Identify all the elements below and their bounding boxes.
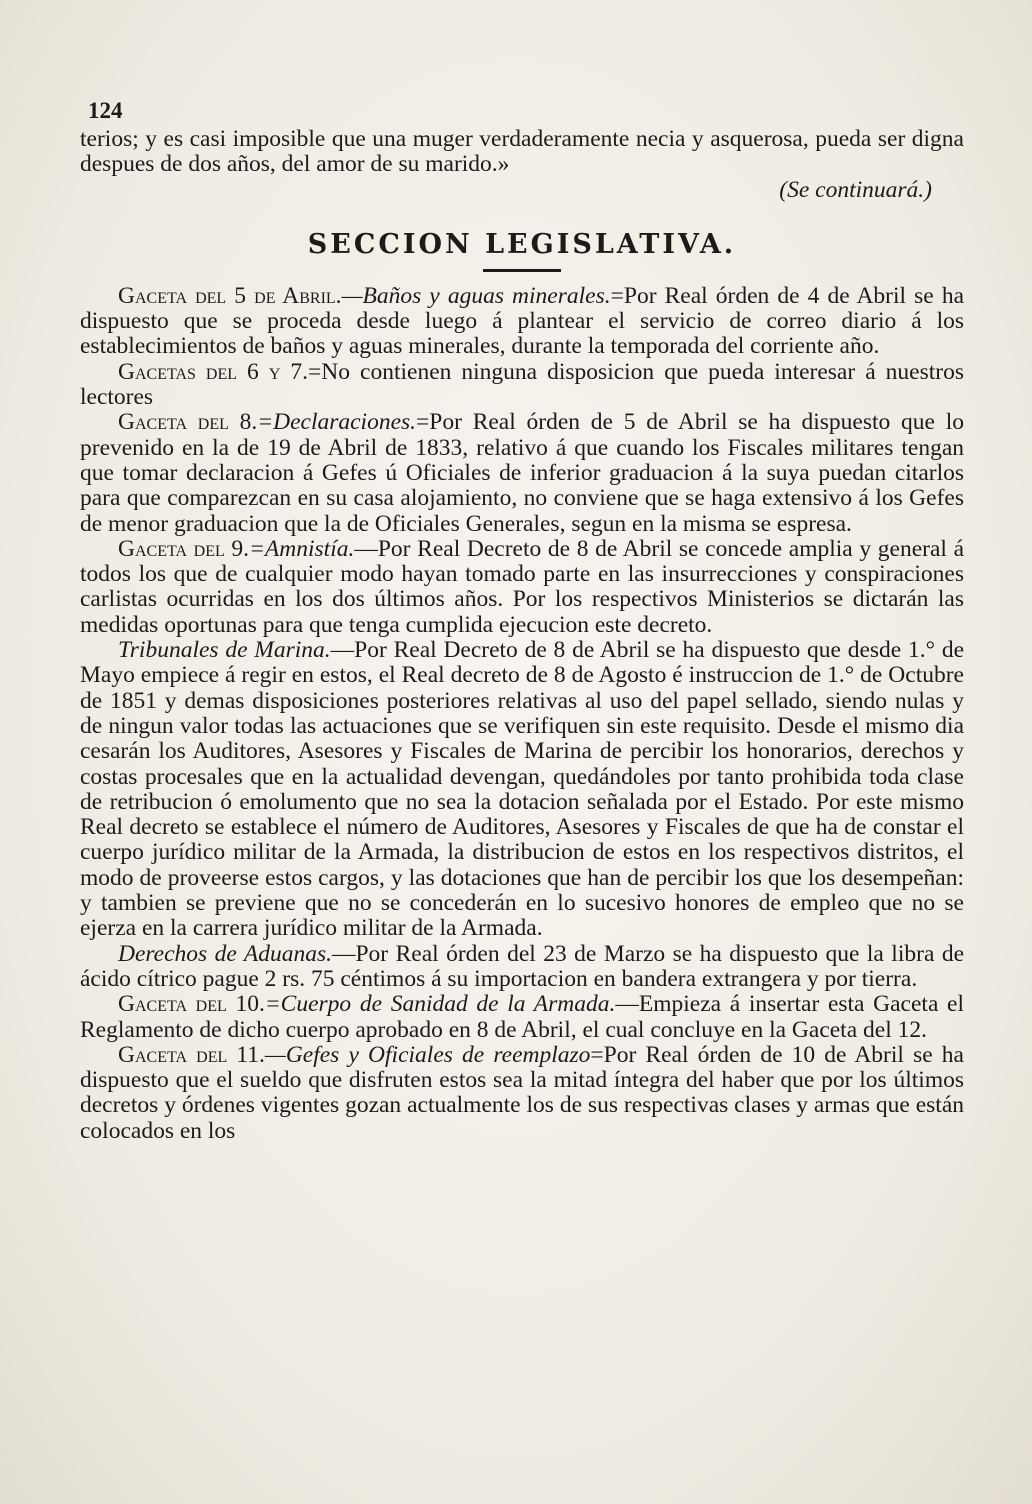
entry-paragraph [80, 942, 964, 993]
entry-subject: Derechos de Aduanas. [118, 940, 332, 967]
entry-text: =Por Real órden de 5 de Abril se ha dispuesto que lo prevenido en la de 19 de Abril de 1833, relativo á que cuando los Fiscales militares tengan que tomar declaracion á Gefes ú Oficiales de inferior graduacion á la suya puedan citarlos para que comparezcan en su casa alojamiento, no conviene que se haga extensivo á los Gefes de menor graduacion que la de Oficiales Generales, segun en la misma se espresa. [80, 409, 964, 537]
page-number: 124 [88, 98, 123, 123]
intro-paragraph: terios; y es casi imposible que una muger verdaderamente necia y asquerosa, pueda ser digna despues de dos años, del amor de su marido.» [80, 126, 964, 178]
entry-paragraph [80, 638, 964, 942]
entry-text: =Por Real órden de 10 de Abril se ha dispuesto que el sueldo que disfruten estos sea la mitad íntegra del haber que por los últimos decretos y órdenes vigentes gozan actualmente los de sus respectivas clases y armas que están colocados en los [80, 1041, 964, 1144]
entry-text: —Por Real Decreto de 8 de Abril se ha dispuesto que desde 1.° de Mayo empiece á regir en estos, el Real decreto de 8 de Agosto é instruccion de 1.° de Octubre de 1851 y demas disposiciones posteriores relativas al uso del papel sellado, siendo nulas y de ningun valor todas las actuaciones que se verifiquen sin este requisito. Desde el mismo dia cesarán los Auditores, Asesores y Fiscales de Marina de percibir los honorarios, derechos y costas procesales que en la actualidad devengan, quedándoles por tanto prohibida toda clase de retribucion ó emolumento que no sea la dotacion señalada por el Estado. Por este mismo Real decreto se establece el número de Auditores, Asesores y Fiscales de que ha de constar el cuerpo jurídico militar de la Armada, la distribucion de estos en los respectivos distritos, el modo de proveerse estos cargos, y las dotaciones que han de percibir los que los desempeñan: y tambien se previene que no se concederán en lo sucesivo honores de empleo que no se ejerza en la carrera jurídico militar de la Armada. [80, 637, 964, 942]
entry-head: Gaceta del 11. [118, 1041, 265, 1068]
entry-subject: =Declaraciones. [257, 409, 417, 436]
entry-paragraph [80, 537, 964, 638]
entry-subject: =Amnistía. [249, 535, 355, 562]
entry-text: =Por Real órden de 4 de Abril se ha dispuesto que se proceda desde luego á plantear el servicio de correo diario á los establecimientos de baños y aguas minerales, durante la temporada del corriente año. [80, 282, 964, 360]
entry-paragraph [80, 992, 964, 1043]
page-content [80, 98, 964, 1144]
entry-paragraph [80, 410, 964, 536]
entry-subject: Tribunales de Marina. [118, 637, 331, 664]
entry-subject: =Cuerpo de Sanidad de la Armada. [264, 991, 616, 1018]
entry-head: Gaceta del 5 de Abril. [118, 282, 342, 309]
entry-text: =No contienen ninguna disposicion que pueda interesar á nuestros lectores [80, 358, 964, 411]
entry-text: —Por Real órden del 23 de Marzo se ha dispuesto que la libra de ácido cítrico pague 2 rs. 75 céntimos á su importacion en bandera extrangera y por tierra. [80, 940, 965, 992]
entry-head: Gaceta del 9. [118, 535, 250, 562]
section-title: SECCION LEGISLATIVA. [307, 228, 737, 260]
entry-subject: —Baños y aguas minerales. [341, 282, 611, 309]
entry-subject: —Gefes y Oficiales de reemplazo [264, 1041, 591, 1068]
entry-paragraph [80, 360, 964, 411]
entry-head: Gaceta del 10. [118, 991, 265, 1018]
entry-head: Gacetas del 6 y 7. [118, 358, 309, 385]
entry-paragraph [80, 1043, 964, 1144]
continuation-note: (Se continuará.) [779, 176, 932, 203]
title-rule [483, 269, 561, 272]
entry-paragraph [80, 284, 964, 360]
entry-text: —Empieza á insertar esta Gaceta el Reglamento de dicho cuerpo aprobado en 8 de Abril, el cual concluye en la Gaceta del 12. [80, 991, 964, 1043]
entry-head: Gaceta del 8. [118, 409, 258, 436]
entry-text: —Por Real Decreto de 8 de Abril se concede amplia y general á todos los que de cualquier modo hayan tomado parte en las insurrecciones y conspiraciones carlistas ocurridas en los dos últimos años. Por los respectivos Ministerios se dictarán las medidas oportunas para que tenga cumplida ejecucion este decreto. [80, 535, 964, 638]
